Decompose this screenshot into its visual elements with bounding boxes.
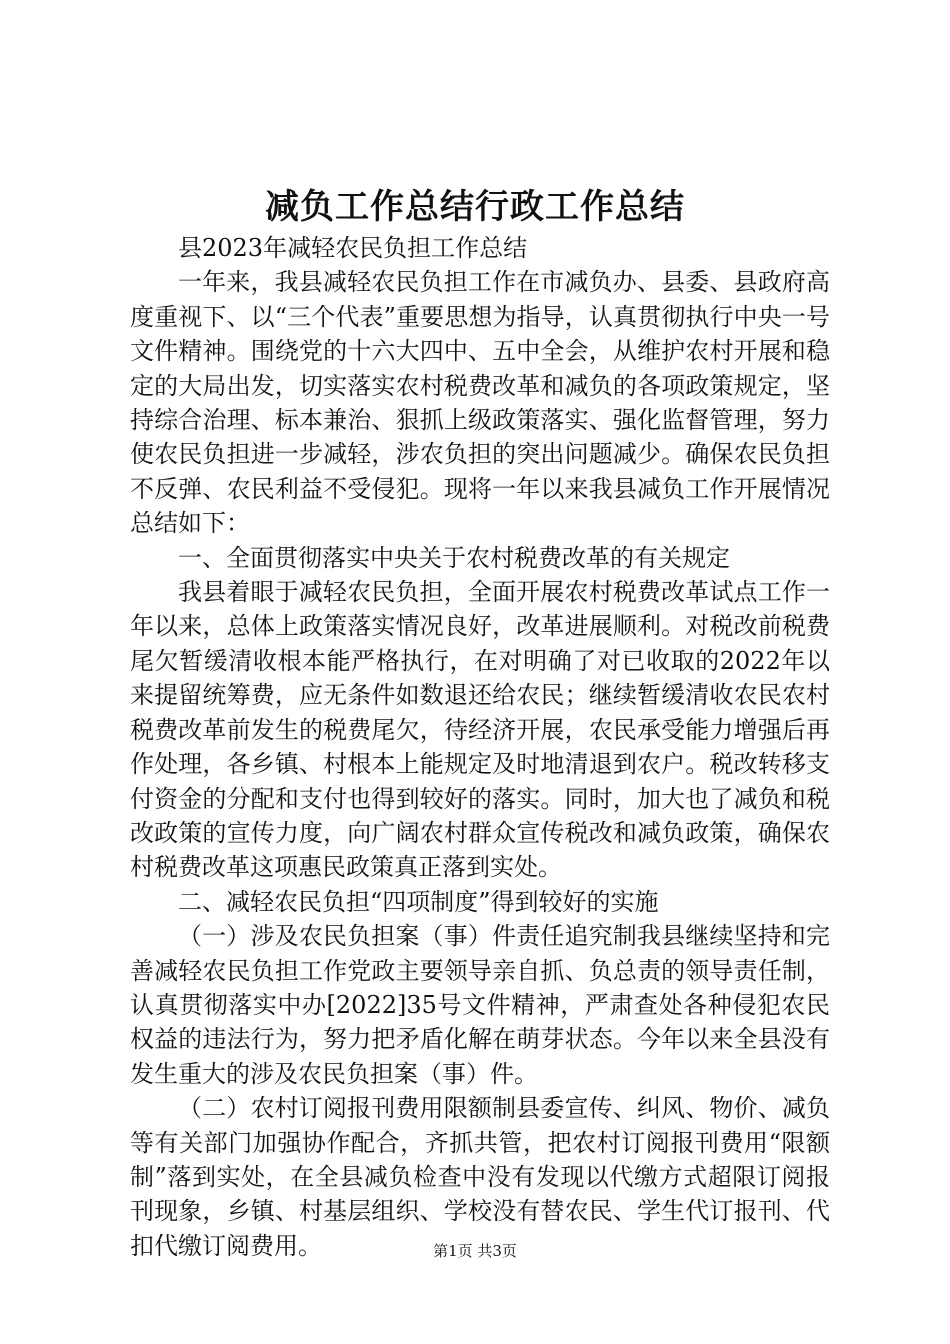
paragraph-section-1: 我县着眼于减轻农民负担，全面开展农村税费改革试点工作一年以来，总体上政策落实情况良好，改革进展顺利。对税改前税费尾欠暂缓清收根本能严格执行，在对明确了对已收取的2022年以来提留统筹费，应无条件如数退还给农民；继续暂缓清收农民农村税费改革前发生的税费尾欠，待经济开展，农民承受能力增强后再作处理，各乡镇、村根本上能规定及时地清退到农户。税改转移支付资金的分配和支付也得到较好的落实。同时，加大也了减负和税改政策的宣传力度，向广阔农村群众宣传税改和减负政策，确保农村税费改革这项惠民政策真正落到实处。 (130, 578, 830, 882)
paragraph-item-2: （二）农村订阅报刊费用限额制县委宣传、纠风、物价、减负等有关部门加强协作配合，齐抓共管，把农村订阅报刊费用“限额制”落到实处，在全县减负检查中没有发现以代缴方式超限订阅报刊现象，乡镇、村基层组织、学校没有替农民、学生代订报刊、代扣代缴订阅费用。 (130, 1094, 830, 1260)
paragraph-subtitle: 县2023年减轻农民负担工作总结 (178, 234, 528, 262)
document-title: 减负工作总结行政工作总结 (265, 187, 685, 227)
paragraph-item-1: （一）涉及农民负担案（事）件责任追究制我县继续坚持和完善减轻农民负担工作党政主要领导亲自抓、负总责的领导责任制，认真贯彻落实中办[2022]35号文件精神，严肃查处各种侵犯农民权益的违法行为，努力把矛盾化解在萌芽状态。今年以来全县没有发生重大的涉及农民负担案（事）件。 (130, 922, 830, 1088)
paragraph-intro: 一年来，我县减轻农民负担工作在市减负办、县委、县政府高度重视下、以“三个代表”重要思想为指导，认真贯彻执行中央一号文件精神。围绕党的十六大四中、五中全会，从维护农村开展和稳定的大局出发，切实落实农村税费改革和减负的各项政策规定，坚持综合治理、标本兼治、狠抓上级政策落实、强化监督管理，努力使农民负担进一步减轻，涉农负担的突出问题减少。确保农民负担不反弹、农民利益不受侵犯。现将一年以来我县减负工作开展情况总结如下： (130, 268, 830, 538)
document-body (130, 231, 830, 1263)
heading-section-1: 一、全面贯彻落实中央关于农村税费改革的有关规定 (178, 543, 730, 572)
heading-section-2: 二、减轻农民负担“四项制度”得到较好的实施 (178, 887, 659, 916)
page-footer: 第1页 共3页 (433, 1242, 517, 1260)
